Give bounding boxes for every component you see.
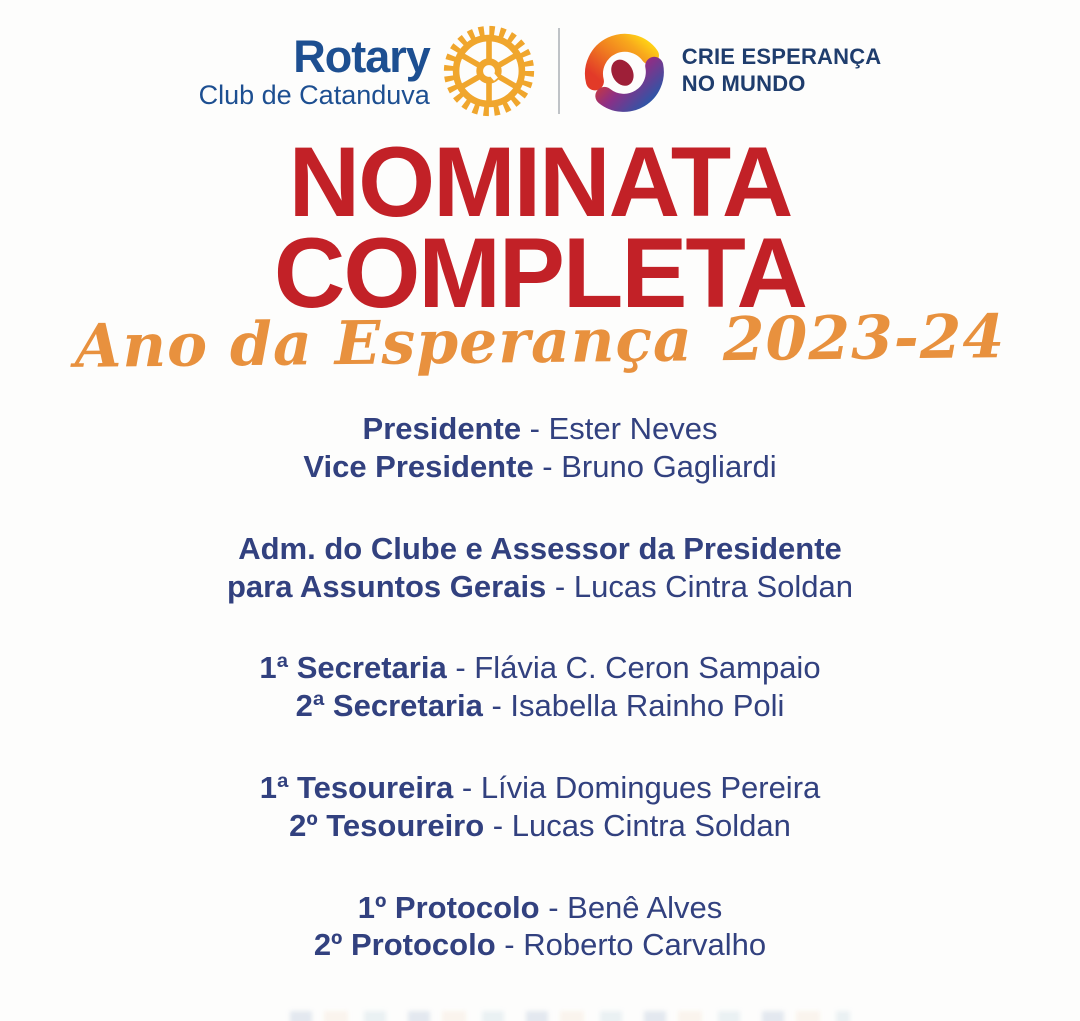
member-name: - Benê Alves [539, 889, 723, 925]
role-label: 1º Protocolo [357, 889, 540, 925]
theme-line2: NO MUNDO [681, 71, 806, 96]
roster-group-administracao [0, 530, 1080, 606]
rotary-wordmark: Rotary [293, 31, 430, 83]
roster-group-presidencia [0, 410, 1080, 486]
subtitle-year: 2023-24 [722, 302, 1006, 376]
title-line1: NOMINATA [288, 126, 792, 237]
member-name: - Flávia C. Ceron Sampaio [446, 650, 821, 686]
role-label: 2ª Secretaria [295, 688, 483, 724]
club-lockup [198, 31, 430, 111]
member-name: - Lívia Domingues Pereira [453, 770, 821, 806]
club-name: Club de Catanduva [198, 80, 430, 111]
roster-group-protocolo [0, 889, 1080, 965]
roster-line [0, 530, 1080, 568]
role-label: para Assuntos Gerais [226, 568, 547, 604]
roster [0, 410, 1080, 964]
subtitle-script [0, 301, 1080, 384]
title-line2: COMPLETA [273, 217, 807, 329]
theme-text [682, 44, 882, 98]
roster-line [0, 649, 1080, 687]
role-label: Vice Presidente [303, 448, 534, 484]
member-name: - Bruno Gagliardi [533, 448, 777, 484]
header-divider [558, 28, 560, 114]
header-lockup [0, 0, 1080, 118]
rotary-wheel-icon [442, 24, 536, 118]
roster-line [0, 889, 1080, 927]
role-label: 1ª Secretaria [259, 650, 447, 686]
role-label: Adm. do Clube e Assessor da Presidente [238, 530, 842, 566]
subtitle-text: Ano da Esperança [74, 305, 694, 383]
member-name: - Lucas Cintra Soldan [546, 568, 854, 604]
role-label: Presidente [362, 411, 522, 447]
roster-line [0, 568, 1080, 606]
roster-line [0, 807, 1080, 845]
role-label: 2º Tesoureiro [289, 807, 485, 843]
role-label: 1ª Tesoureira [259, 770, 454, 806]
member-name: - Isabella Rainho Poli [482, 688, 785, 724]
roster-line [0, 769, 1080, 807]
page-title [0, 126, 1080, 329]
member-name: - Lucas Cintra Soldan [484, 807, 791, 843]
cutoff-next-line-artifact [290, 1011, 850, 1021]
member-name: - Ester Neves [521, 411, 718, 447]
roster-line [0, 410, 1080, 448]
roster-line [0, 687, 1080, 725]
role-label: 2º Protocolo [313, 927, 496, 963]
roster-line [0, 448, 1080, 486]
theme-line1: CRIE ESPERANÇA [681, 44, 882, 70]
roster-group-secretaria [0, 649, 1080, 725]
roster-group-tesouraria [0, 769, 1080, 845]
member-name: - Roberto Carvalho [495, 927, 767, 963]
create-hope-swirl-icon [582, 28, 668, 114]
roster-line [0, 926, 1080, 964]
